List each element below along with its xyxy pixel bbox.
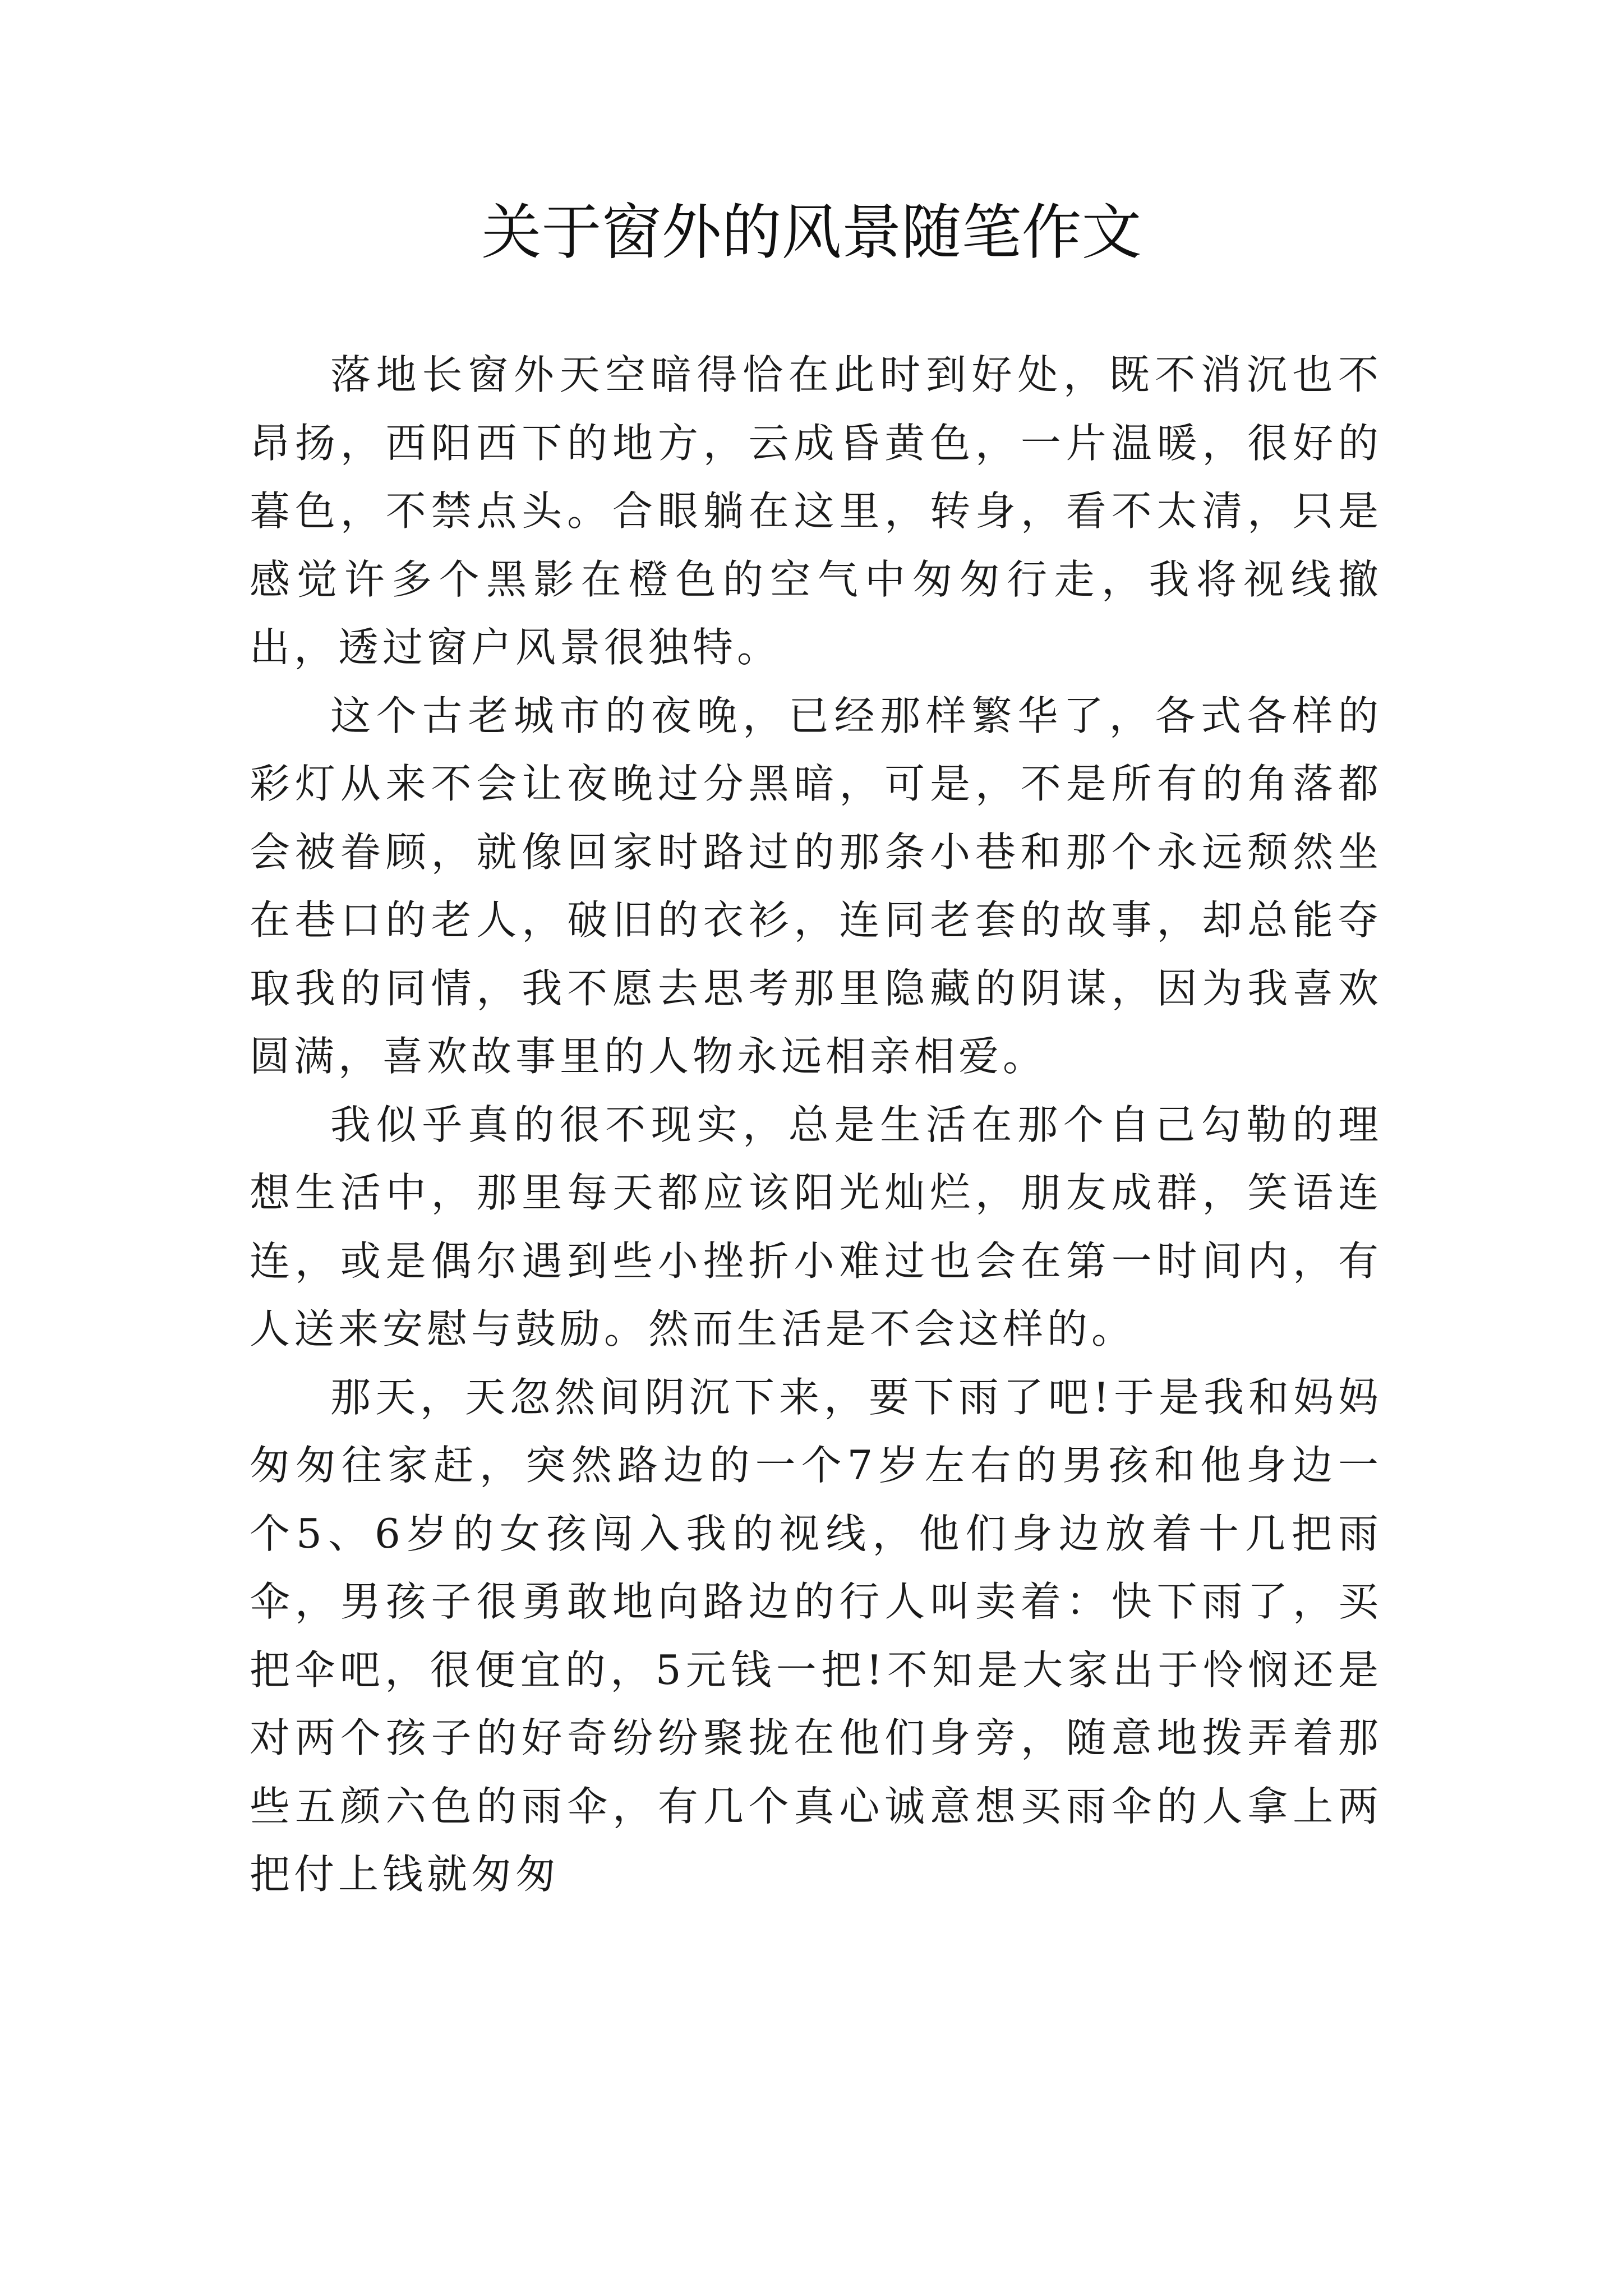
paragraph: 落地长窗外天空暗得恰在此时到好处，既不消沉也不昂扬，西阳西下的地方，云成昏黄色，一片温暖，很好的暮色，不禁点头。合眼躺在这里，转身，看不太清，只是感觉许多个黑影在橙色的空气中匆匆行走，我将视线撤出，透过窗户风景很独特。 — [250, 351, 1382, 671]
paragraph: 我似乎真的很不现实，总是生活在那个自己勾勒的理想生活中，那里每天都应该阳光灿烂，朋友成群，笑语连连，或是偶尔遇到些小挫折小难过也会在第一时间内，有人送来安慰与鼓励。然而生活是不会这样的。 — [250, 1101, 1382, 1352]
paragraph: 那天，天忽然间阴沉下来，要下雨了吧!于是我和妈妈匆匆往家赶，突然路边的一个7岁左右的男孩和他身边一个5、6岁的女孩闯入我的视线，他们身边放着十几把雨伞，男孩子很勇敢地向路边的行人叫卖着：快下雨了，买把伞吧，很便宜的，5元钱一把!不知是大家出于怜悯还是对两个孩子的好奇纷纷聚拢在他们身旁，随意地拨弄着那些五颜六色的雨伞，有几个真心诚意想买雨伞的人拿上两把付上钱就匆匆 — [250, 1373, 1382, 1898]
document-title: 关于窗外的风景随笔作文 — [481, 198, 1142, 268]
paragraph: 这个古老城市的夜晚，已经那样繁华了，各式各样的彩灯从来不会让夜晚过分黑暗，可是，不是所有的角落都会被眷顾，就像回家时路过的那条小巷和那个永远颓然坐在巷口的老人，破旧的衣衫，连同老套的故事，却总能夺取我的同情，我不愿去思考那里隐藏的阴谋，因为我喜欢圆满，喜欢故事里的人物永远相亲相爱。 — [250, 692, 1382, 1080]
document-body — [250, 341, 1382, 1909]
